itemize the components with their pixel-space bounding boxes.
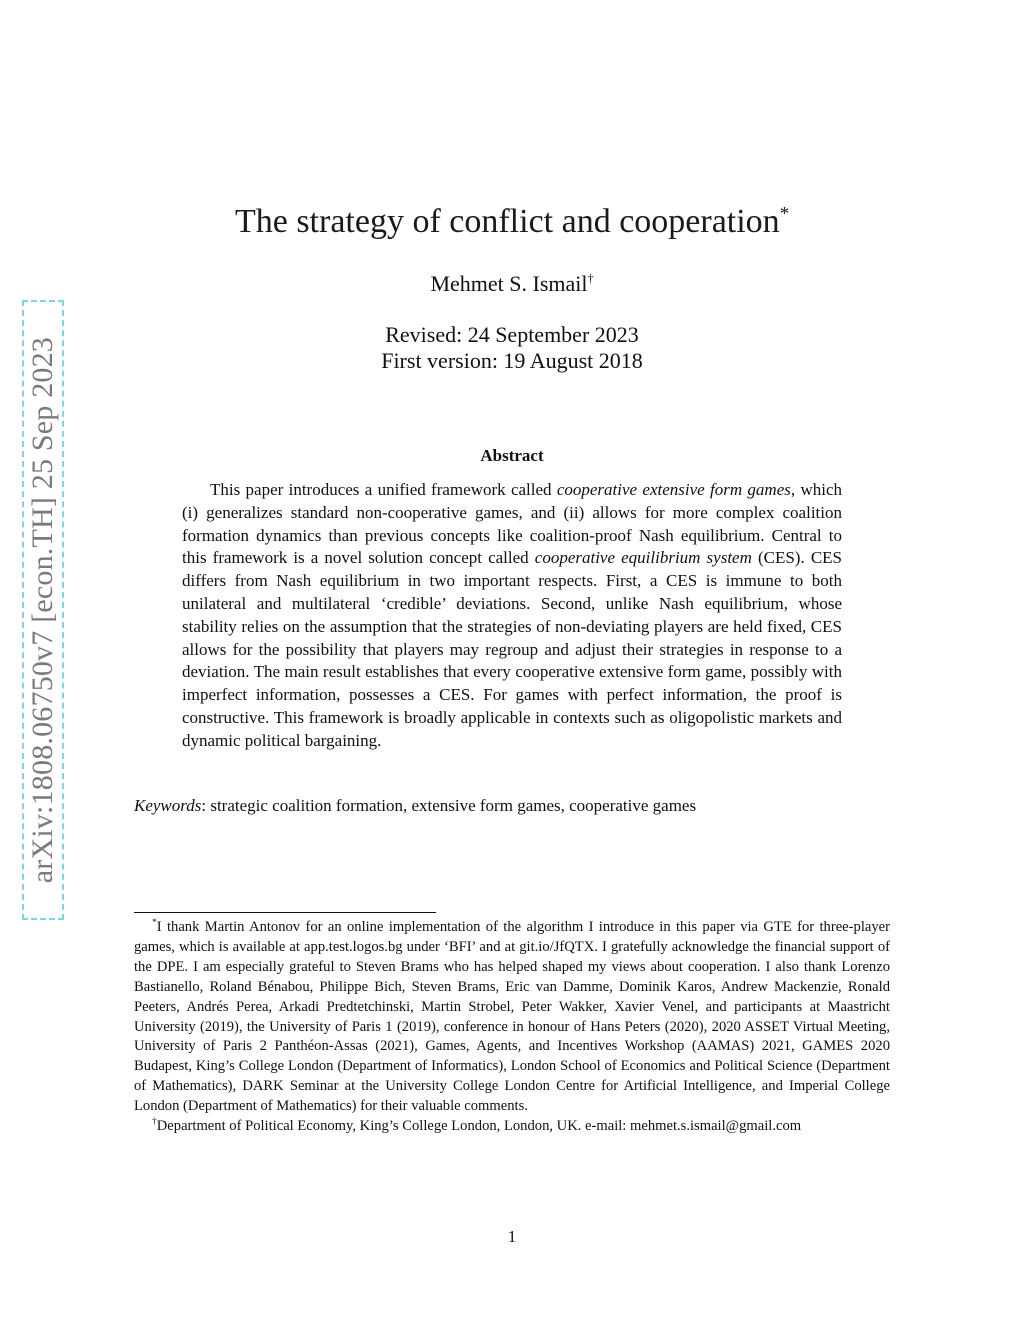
footnote-rule: [134, 912, 436, 913]
footnote-affiliation: [134, 1117, 890, 1137]
page-number: 1: [507, 1227, 517, 1246]
dates-block: [0, 322, 1024, 374]
paper-title-text: The strategy of conflict and cooperation: [234, 203, 780, 240]
footnote-mark: *: [152, 918, 157, 929]
footnote-mark: †: [152, 1117, 157, 1128]
abstract-term-cooperative-equilibrium-system: cooperative equilibrium system: [534, 548, 752, 568]
author-name: Mehmet S. Ismail: [430, 271, 588, 296]
abstract-term-cooperative-extensive-form-games: cooperative extensive form games: [556, 480, 791, 499]
keywords: [134, 795, 890, 817]
author-footnote-mark: †: [587, 271, 594, 286]
first-version-date: First version: 19 August 2018: [381, 348, 643, 373]
abstract-text-2: , which (i) generalizes standard non-cooperative games, and (ii) allows for more complex coalition formation dynamics than previous concepts like coalition-proof Nash equilibrium. Central to this framework is a novel solution concept called: [182, 480, 842, 568]
keywords-label: Keywords: [134, 796, 202, 815]
footnotes: [134, 918, 890, 1137]
paper-title: [0, 200, 1024, 244]
arxiv-identifier: arXiv:1808.06750v7 [econ.TH] 25 Sep 2023: [26, 336, 59, 884]
footnote-text: I thank Martin Antonov for an online implementation of the algorithm I introduce in this paper via GTE for three-player games, which is available at app.test.logos.bg under ‘BFI’ and at git.io/JfQTX. I gratefully acknowledge the financial support of the DPE. I am especially grateful to Steven Brams who has helped shaped my views about cooperation. I also thank Lorenzo Bastianello, Roland Bénabou, Philippe Bich, Steven Brams, Eric van Damme, Dominik Karos, Andrew Mackenzie, Ronald Peeters, Andrés Perea, Arkadi Predtetchinski, Martin Strobel, Peter Wakker, Xavier Venel, and participants at Maastricht University (2019), the University of Paris 1 (2019), conference in honour of Hans Peters (2020), 2020 ASSET Virtual Meeting, University of Paris 2 Panthéon-Assas (2021), Games, Agents, and Incentives Workshop (AAMAS) 2021, GAMES 2020 Budapest, King’s College London (Department of Informatics), London School of Economics and Political Science (Department of Mathematics), DARK Seminar at the University College London Centre for Artificial Intelligence, and Imperial College London (Department of Mathematics) for their valuable comments.: [134, 919, 890, 1115]
abstract-text-1: This paper introduces a unified framework called: [210, 480, 557, 499]
author-line: [0, 269, 1024, 299]
footnote-acknowledgements: [134, 918, 890, 1117]
title-footnote-mark: *: [779, 203, 790, 225]
footnote-text: Department of Political Economy, King’s College London, London, UK. e-mail: mehmet.s.ismail@gmail.com: [156, 1118, 802, 1135]
revised-date: Revised: 24 September 2023: [385, 322, 639, 347]
abstract-body: [182, 479, 842, 753]
abstract-heading: Abstract: [480, 446, 544, 465]
keywords-text: : strategic coalition formation, extensive form games, cooperative games: [201, 796, 697, 815]
arxiv-stamp: [22, 300, 64, 920]
abstract-text-3: (CES). CES differs from Nash equilibrium in two important respects. First, a CES is immune to both unilateral and multilateral ‘credible’ deviations. Second, unlike Nash equilibrium, whose stability relies on the assumption that the strategies of non-deviating players are held fixed, CES allows for the possibility that players may regroup and adjust their strategies in response to a deviation. The main result establishes that every cooperative extensive form game, possibly with imperfect information, possesses a CES. For games with perfect information, the proof is constructive. This framework is broadly applicable in contexts such as oligopolistic markets and dynamic political bargaining.: [182, 548, 842, 750]
